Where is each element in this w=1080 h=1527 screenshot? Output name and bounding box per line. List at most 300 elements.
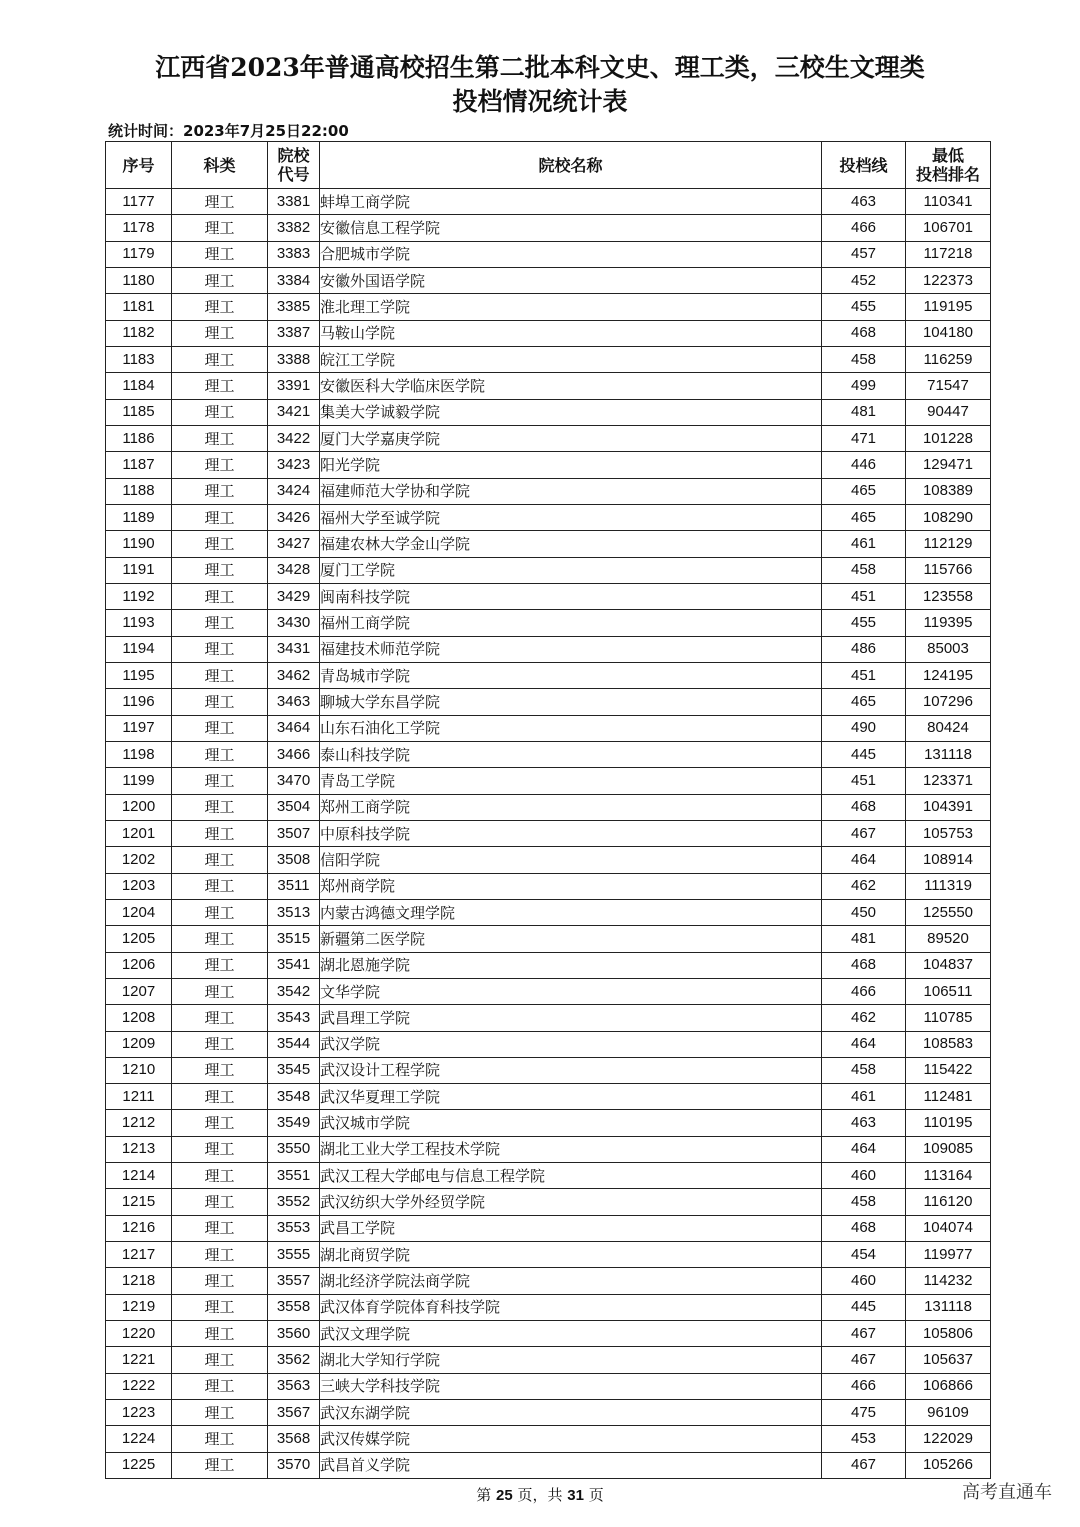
cell-seq: 1222 [106, 1373, 172, 1399]
cell-seq: 1211 [106, 1084, 172, 1110]
table-row [106, 215, 991, 241]
table-row [106, 899, 991, 925]
cell-category: 理工 [172, 820, 268, 846]
table-row [106, 847, 991, 873]
cell-school-code: 3426 [268, 504, 320, 530]
table-row [106, 820, 991, 846]
table-row [106, 241, 991, 267]
cell-min-rank: 105266 [906, 1452, 991, 1478]
cell-min-rank: 90447 [906, 399, 991, 425]
cell-category: 理工 [172, 346, 268, 372]
header-min-rank [906, 142, 991, 189]
cell-min-rank: 108389 [906, 478, 991, 504]
cell-category: 理工 [172, 794, 268, 820]
cell-score-line: 467 [822, 1452, 906, 1478]
cell-school-name: 皖江工学院 [320, 346, 822, 372]
cell-score-line: 451 [822, 583, 906, 609]
cell-min-rank: 106701 [906, 215, 991, 241]
cell-school-name: 内蒙古鸿德文理学院 [320, 899, 822, 925]
cell-min-rank: 123371 [906, 768, 991, 794]
cell-seq: 1189 [106, 504, 172, 530]
cell-category: 理工 [172, 1163, 268, 1189]
cell-category: 理工 [172, 452, 268, 478]
header-category: 科类 [172, 142, 268, 189]
table-row [106, 689, 991, 715]
cell-min-rank: 108583 [906, 1031, 991, 1057]
cell-score-line: 465 [822, 478, 906, 504]
header-seq: 序号 [106, 142, 172, 189]
cell-score-line: 467 [822, 1347, 906, 1373]
cell-school-name: 淮北理工学院 [320, 294, 822, 320]
cell-school-code: 3429 [268, 583, 320, 609]
cell-category: 理工 [172, 873, 268, 899]
cell-category: 理工 [172, 399, 268, 425]
cell-seq: 1225 [106, 1452, 172, 1478]
cell-score-line: 453 [822, 1426, 906, 1452]
cell-school-name: 武汉东湖学院 [320, 1400, 822, 1426]
cell-school-code: 3470 [268, 768, 320, 794]
cell-min-rank: 119195 [906, 294, 991, 320]
cell-score-line: 455 [822, 294, 906, 320]
cell-school-code: 3560 [268, 1321, 320, 1347]
cell-category: 理工 [172, 1110, 268, 1136]
cell-score-line: 464 [822, 1031, 906, 1057]
table-row [106, 1373, 991, 1399]
cell-seq: 1192 [106, 583, 172, 609]
cell-score-line: 461 [822, 531, 906, 557]
cell-seq: 1177 [106, 189, 172, 215]
table-header-row [106, 142, 991, 189]
cell-school-name: 武汉设计工程学院 [320, 1057, 822, 1083]
table-row [106, 873, 991, 899]
cell-score-line: 461 [822, 1084, 906, 1110]
cell-score-line: 458 [822, 1057, 906, 1083]
cell-score-line: 471 [822, 425, 906, 451]
table-row [106, 1321, 991, 1347]
cell-score-line: 462 [822, 1005, 906, 1031]
cell-school-name: 郑州商学院 [320, 873, 822, 899]
cell-category: 理工 [172, 1005, 268, 1031]
table-row [106, 531, 991, 557]
cell-score-line: 468 [822, 320, 906, 346]
cell-category: 理工 [172, 636, 268, 662]
cell-seq: 1217 [106, 1242, 172, 1268]
table-row [106, 1400, 991, 1426]
cell-seq: 1210 [106, 1057, 172, 1083]
cell-category: 理工 [172, 373, 268, 399]
cell-school-name: 合肥城市学院 [320, 241, 822, 267]
cell-category: 理工 [172, 504, 268, 530]
cell-seq: 1214 [106, 1163, 172, 1189]
table-row [106, 557, 991, 583]
cell-category: 理工 [172, 583, 268, 609]
table-row [106, 741, 991, 767]
cell-school-code: 3428 [268, 557, 320, 583]
cell-school-name: 福州工商学院 [320, 610, 822, 636]
table-row [106, 1268, 991, 1294]
cell-seq: 1185 [106, 399, 172, 425]
cell-school-code: 3570 [268, 1452, 320, 1478]
cell-category: 理工 [172, 1452, 268, 1478]
cell-seq: 1183 [106, 346, 172, 372]
table-row [106, 636, 991, 662]
cell-score-line: 486 [822, 636, 906, 662]
cell-category: 理工 [172, 847, 268, 873]
cell-seq: 1224 [106, 1426, 172, 1452]
cell-seq: 1180 [106, 267, 172, 293]
cell-score-line: 490 [822, 715, 906, 741]
cell-min-rank: 105753 [906, 820, 991, 846]
cell-seq: 1213 [106, 1136, 172, 1162]
cell-seq: 1188 [106, 478, 172, 504]
table-row [106, 1189, 991, 1215]
header-school-code-line1: 院校 [277, 146, 310, 165]
cell-school-code: 3542 [268, 978, 320, 1004]
cell-score-line: 445 [822, 1294, 906, 1320]
table-row [106, 478, 991, 504]
cell-seq: 1178 [106, 215, 172, 241]
cell-category: 理工 [172, 1347, 268, 1373]
cell-min-rank: 89520 [906, 926, 991, 952]
cell-score-line: 465 [822, 689, 906, 715]
cell-seq: 1201 [106, 820, 172, 846]
cell-seq: 1218 [106, 1268, 172, 1294]
cell-school-name: 武昌首义学院 [320, 1452, 822, 1478]
cell-seq: 1190 [106, 531, 172, 557]
cell-school-code: 3550 [268, 1136, 320, 1162]
cell-seq: 1186 [106, 425, 172, 451]
cell-seq: 1184 [106, 373, 172, 399]
cell-min-rank: 110785 [906, 1005, 991, 1031]
cell-min-rank: 112129 [906, 531, 991, 557]
footer-middle: 页，共 [517, 1486, 563, 1504]
cell-school-code: 3543 [268, 1005, 320, 1031]
cell-school-code: 3553 [268, 1215, 320, 1241]
cell-school-code: 3504 [268, 794, 320, 820]
cell-school-name: 山东石油化工学院 [320, 715, 822, 741]
cell-school-name: 马鞍山学院 [320, 320, 822, 346]
cell-score-line: 458 [822, 346, 906, 372]
table-row [106, 662, 991, 688]
cell-min-rank: 106511 [906, 978, 991, 1004]
cell-school-code: 3384 [268, 267, 320, 293]
cell-school-name: 湖北工业大学工程技术学院 [320, 1136, 822, 1162]
cell-school-code: 3508 [268, 847, 320, 873]
cell-school-code: 3563 [268, 1373, 320, 1399]
cell-score-line: 445 [822, 741, 906, 767]
cell-min-rank: 80424 [906, 715, 991, 741]
document-title-line2: 投档情况统计表 [452, 87, 628, 116]
table-row [106, 1215, 991, 1241]
cell-seq: 1208 [106, 1005, 172, 1031]
cell-seq: 1221 [106, 1347, 172, 1373]
cell-category: 理工 [172, 241, 268, 267]
cell-school-code: 3555 [268, 1242, 320, 1268]
cell-score-line: 464 [822, 1136, 906, 1162]
cell-school-name: 武汉华夏理工学院 [320, 1084, 822, 1110]
cell-min-rank: 109085 [906, 1136, 991, 1162]
cell-school-name: 聊城大学东昌学院 [320, 689, 822, 715]
cell-category: 理工 [172, 1373, 268, 1399]
cell-min-rank: 108914 [906, 847, 991, 873]
cell-score-line: 450 [822, 899, 906, 925]
cell-category: 理工 [172, 557, 268, 583]
cell-school-name: 福建农林大学金山学院 [320, 531, 822, 557]
cell-school-code: 3427 [268, 531, 320, 557]
header-school-name: 院校名称 [320, 142, 822, 189]
cell-category: 理工 [172, 1268, 268, 1294]
cell-min-rank: 101228 [906, 425, 991, 451]
table-row [106, 399, 991, 425]
cell-category: 理工 [172, 1136, 268, 1162]
cell-category: 理工 [172, 1031, 268, 1057]
cell-min-rank: 106866 [906, 1373, 991, 1399]
cell-school-code: 3385 [268, 294, 320, 320]
cell-category: 理工 [172, 741, 268, 767]
cell-score-line: 454 [822, 1242, 906, 1268]
table-row [106, 504, 991, 530]
brand-watermark-text: 高考直通车 [962, 1482, 1052, 1503]
cell-score-line: 468 [822, 1215, 906, 1241]
cell-seq: 1179 [106, 241, 172, 267]
cell-min-rank: 85003 [906, 636, 991, 662]
cell-seq: 1209 [106, 1031, 172, 1057]
cell-category: 理工 [172, 926, 268, 952]
header-min-rank-line1: 最低 [931, 146, 964, 165]
cell-min-rank: 123558 [906, 583, 991, 609]
cell-min-rank: 131118 [906, 1294, 991, 1320]
cell-school-code: 3421 [268, 399, 320, 425]
cell-school-name: 福建师范大学协和学院 [320, 478, 822, 504]
footer-page-number: 25 [496, 1487, 513, 1504]
cell-min-rank: 104391 [906, 794, 991, 820]
cell-school-name: 青岛工学院 [320, 768, 822, 794]
table-row [106, 926, 991, 952]
cell-category: 理工 [172, 1215, 268, 1241]
cell-min-rank: 114232 [906, 1268, 991, 1294]
cell-school-name: 厦门工学院 [320, 557, 822, 583]
cell-min-rank: 111319 [906, 873, 991, 899]
cell-school-code: 3381 [268, 189, 320, 215]
cell-min-rank: 96109 [906, 1400, 991, 1426]
cell-category: 理工 [172, 320, 268, 346]
table-row [106, 952, 991, 978]
cell-category: 理工 [172, 531, 268, 557]
cell-school-code: 3422 [268, 425, 320, 451]
cell-score-line: 481 [822, 399, 906, 425]
cell-category: 理工 [172, 1084, 268, 1110]
cell-school-name: 文华学院 [320, 978, 822, 1004]
cell-score-line: 460 [822, 1163, 906, 1189]
cell-school-code: 3463 [268, 689, 320, 715]
cell-school-name: 武汉文理学院 [320, 1321, 822, 1347]
cell-min-rank: 116120 [906, 1189, 991, 1215]
cell-min-rank: 107296 [906, 689, 991, 715]
cell-score-line: 499 [822, 373, 906, 399]
cell-seq: 1204 [106, 899, 172, 925]
cell-seq: 1198 [106, 741, 172, 767]
cell-category: 理工 [172, 952, 268, 978]
table-row [106, 610, 991, 636]
statistics-time: 统计时间：2023年7月25日22:00 [108, 122, 349, 140]
table-row [106, 452, 991, 478]
cell-seq: 1216 [106, 1215, 172, 1241]
cell-seq: 1200 [106, 794, 172, 820]
cell-score-line: 481 [822, 926, 906, 952]
cell-school-code: 3513 [268, 899, 320, 925]
cell-school-code: 3507 [268, 820, 320, 846]
table-row [106, 373, 991, 399]
cell-min-rank: 112481 [906, 1084, 991, 1110]
cell-school-code: 3552 [268, 1189, 320, 1215]
cell-seq: 1193 [106, 610, 172, 636]
cell-min-rank: 119395 [906, 610, 991, 636]
table-body [106, 189, 991, 1479]
cell-school-code: 3551 [268, 1163, 320, 1189]
cell-school-name: 安徽信息工程学院 [320, 215, 822, 241]
cell-school-name: 郑州工商学院 [320, 794, 822, 820]
header-school-code-line2: 代号 [277, 165, 310, 184]
cell-school-code: 3462 [268, 662, 320, 688]
cell-category: 理工 [172, 768, 268, 794]
cell-school-name: 武昌工学院 [320, 1215, 822, 1241]
cell-score-line: 446 [822, 452, 906, 478]
table-row [106, 425, 991, 451]
cell-school-name: 中原科技学院 [320, 820, 822, 846]
cell-school-code: 3391 [268, 373, 320, 399]
cell-school-code: 3466 [268, 741, 320, 767]
cell-category: 理工 [172, 1057, 268, 1083]
cell-category: 理工 [172, 662, 268, 688]
cell-category: 理工 [172, 189, 268, 215]
cell-category: 理工 [172, 1189, 268, 1215]
cell-seq: 1212 [106, 1110, 172, 1136]
table-row [106, 294, 991, 320]
cell-school-code: 3383 [268, 241, 320, 267]
cell-school-name: 阳光学院 [320, 452, 822, 478]
cell-score-line: 466 [822, 978, 906, 1004]
table-row [106, 1005, 991, 1031]
cell-school-name: 湖北商贸学院 [320, 1242, 822, 1268]
cell-seq: 1207 [106, 978, 172, 1004]
table-row [106, 583, 991, 609]
cell-category: 理工 [172, 1242, 268, 1268]
cell-school-code: 3562 [268, 1347, 320, 1373]
cell-score-line: 466 [822, 1373, 906, 1399]
cell-school-name: 武汉体育学院体育科技学院 [320, 1294, 822, 1320]
cell-school-code: 3388 [268, 346, 320, 372]
table-row [106, 1347, 991, 1373]
table-row [106, 1031, 991, 1057]
cell-category: 理工 [172, 899, 268, 925]
cell-min-rank: 104837 [906, 952, 991, 978]
cell-school-code: 3544 [268, 1031, 320, 1057]
cell-school-name: 武汉传媒学院 [320, 1426, 822, 1452]
page-footer [0, 1484, 1080, 1505]
cell-seq: 1215 [106, 1189, 172, 1215]
cell-score-line: 463 [822, 189, 906, 215]
cell-school-code: 3515 [268, 926, 320, 952]
cell-seq: 1203 [106, 873, 172, 899]
cell-min-rank: 116259 [906, 346, 991, 372]
cell-seq: 1195 [106, 662, 172, 688]
cell-score-line: 463 [822, 1110, 906, 1136]
table-row [106, 1110, 991, 1136]
footer-suffix: 页 [588, 1486, 604, 1504]
cell-seq: 1194 [106, 636, 172, 662]
cell-min-rank: 105806 [906, 1321, 991, 1347]
cell-score-line: 458 [822, 1189, 906, 1215]
cell-score-line: 458 [822, 557, 906, 583]
cell-category: 理工 [172, 294, 268, 320]
cell-school-code: 3387 [268, 320, 320, 346]
cell-min-rank: 110341 [906, 189, 991, 215]
header-score-line: 投档线 [822, 142, 906, 189]
table-row [106, 978, 991, 1004]
table-row [106, 267, 991, 293]
cell-school-name: 三峡大学科技学院 [320, 1373, 822, 1399]
cell-seq: 1182 [106, 320, 172, 346]
cell-school-code: 3382 [268, 215, 320, 241]
cell-school-code: 3558 [268, 1294, 320, 1320]
cell-seq: 1187 [106, 452, 172, 478]
table-row [106, 1057, 991, 1083]
cell-score-line: 452 [822, 267, 906, 293]
cell-category: 理工 [172, 1426, 268, 1452]
cell-min-rank: 115422 [906, 1057, 991, 1083]
cell-school-name: 蚌埠工商学院 [320, 189, 822, 215]
cell-score-line: 467 [822, 1321, 906, 1347]
cell-school-name: 闽南科技学院 [320, 583, 822, 609]
cell-school-name: 福州大学至诚学院 [320, 504, 822, 530]
cell-seq: 1220 [106, 1321, 172, 1347]
footer-total-pages: 31 [567, 1487, 584, 1504]
cell-school-name: 武汉纺织大学外经贸学院 [320, 1189, 822, 1215]
cell-school-name: 湖北经济学院法商学院 [320, 1268, 822, 1294]
table-row [106, 346, 991, 372]
cell-school-name: 新疆第二医学院 [320, 926, 822, 952]
cell-seq: 1196 [106, 689, 172, 715]
cell-score-line: 475 [822, 1400, 906, 1426]
table-row [106, 189, 991, 215]
cell-school-code: 3545 [268, 1057, 320, 1083]
cell-school-code: 3511 [268, 873, 320, 899]
table-row [106, 1163, 991, 1189]
cell-score-line: 462 [822, 873, 906, 899]
cell-school-code: 3431 [268, 636, 320, 662]
cell-school-name: 武汉学院 [320, 1031, 822, 1057]
cell-score-line: 468 [822, 952, 906, 978]
table-row [106, 794, 991, 820]
cell-seq: 1206 [106, 952, 172, 978]
cell-seq: 1219 [106, 1294, 172, 1320]
cell-score-line: 466 [822, 215, 906, 241]
admission-table [105, 141, 991, 1479]
cell-min-rank: 71547 [906, 373, 991, 399]
cell-category: 理工 [172, 478, 268, 504]
cell-score-line: 465 [822, 504, 906, 530]
table-row [106, 1294, 991, 1320]
footer-prefix: 第 [476, 1486, 492, 1504]
cell-score-line: 460 [822, 1268, 906, 1294]
cell-min-rank: 131118 [906, 741, 991, 767]
header-school-code [268, 142, 320, 189]
cell-min-rank: 119977 [906, 1242, 991, 1268]
document-title-line1: 江西省2023年普通高校招生第二批本科文史、理工类，三校生文理类 [155, 53, 925, 82]
cell-min-rank: 104074 [906, 1215, 991, 1241]
cell-school-name: 武昌理工学院 [320, 1005, 822, 1031]
cell-category: 理工 [172, 1400, 268, 1426]
